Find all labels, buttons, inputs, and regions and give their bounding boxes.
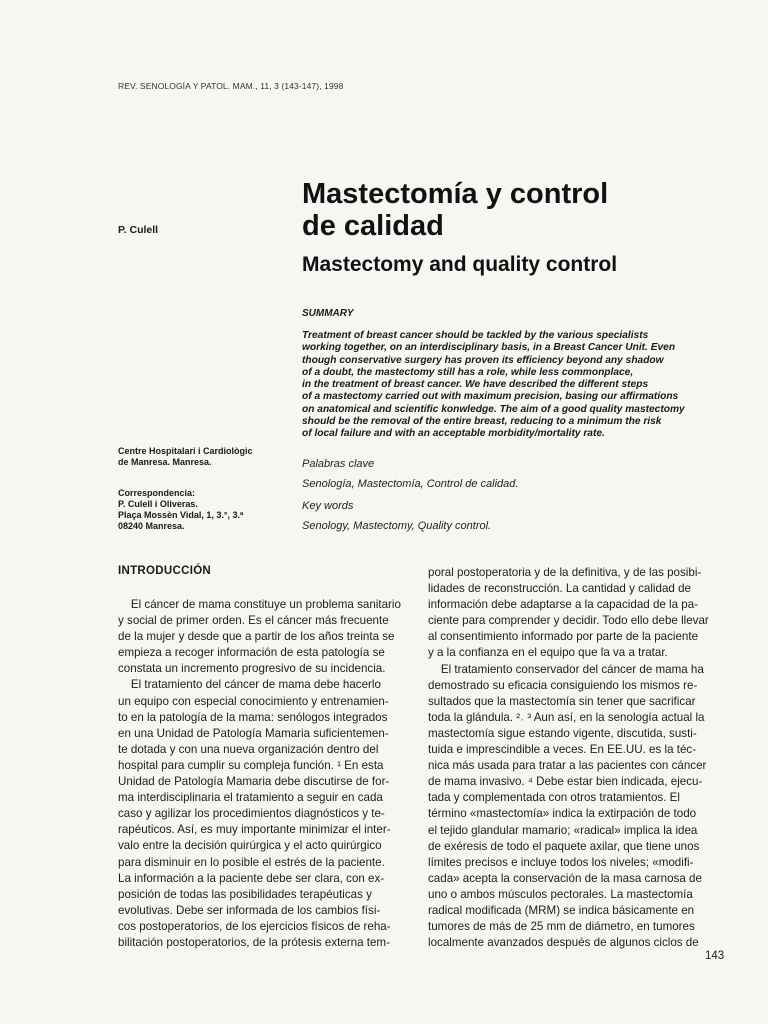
body-line: demostrado su eficacia consiguiendo los mismos re- [428, 678, 698, 692]
body-line: bilitación postoperatorios, de la prótesis externa tem- [118, 935, 390, 949]
body-line: uno o ambos músculos pectorales. La mastectomía [428, 887, 693, 901]
body-line: sultados que la mastectomía sin tener que sacrificar [428, 694, 696, 708]
summary-abstract [302, 330, 742, 441]
body-line: toda la glándula. ²˒ ³ Aun así, en la senología actual la [428, 710, 705, 724]
body-column-right [428, 565, 728, 951]
correspondence-line: P. Culell i Oliveras. [118, 499, 198, 509]
summary-line: working together, on an interdisciplinary basis, in a Breast Cancer Unit. Even [302, 342, 676, 354]
page-number: 143 [705, 950, 725, 962]
summary-line: of a mastectomy carried out with maximum precision, basing our affirmations [302, 391, 679, 403]
body-line: ciente para comprender y decidir. Todo ello debe llevar [428, 614, 709, 628]
body-line: límites precisos e incluye todos los niveles; «modifi- [428, 855, 694, 869]
summary-line: of a doubt, the mastectomy still has a role, while less commonplace, [302, 366, 634, 378]
body-line: localmente avanzados después de algunos ciclos de [428, 936, 699, 950]
body-line: ma interdisciplinaria el tratamiento a seguir en cada [118, 791, 383, 805]
body-line: empieza a recoger información de esta patología se [118, 646, 385, 660]
summary-line: in the treatment of breast cancer. We have described the different steps [302, 379, 649, 391]
journal-reference: REV. SENOLOGÍA Y PATOL. MAM., 11, 3 (143-147), 1998 [118, 81, 344, 91]
body-line: en una Unidad de Patología Mamaria suficientemen- [118, 726, 389, 740]
correspondence-line: 08240 Manresa. [118, 521, 185, 531]
body-line: para disminuir en lo posible el estrés de la paciente. [118, 855, 385, 869]
affiliation-line: Centre Hospitalari i Cardiològic [118, 446, 253, 456]
body-line: te dotada y con una nueva organización dentro del [118, 742, 379, 756]
body-line: evolutivas. Debe ser informada de los cambios físi- [118, 903, 381, 917]
body-line: radical modificada (MRM) se indica básicamente en [428, 903, 695, 917]
body-line: tumores de más de 25 mm de diámetro, en tumores [428, 920, 695, 934]
title-spanish [302, 178, 722, 242]
summary-line: though conservative surgery has proven its efficiency beyond any shadow [302, 354, 664, 366]
body-line: de la mujer y desde que a partir de los años treinta se [118, 630, 395, 644]
body-line: rapéuticos. Así, es muy importante minimizar el inter- [118, 823, 391, 837]
body-line: constata un incremento progresivo de su incidencia. [118, 662, 386, 676]
body-line: poral postoperatoria y de la definitiva, y de las posibi- [428, 566, 702, 579]
body-line: cada» acepta la conservación de la masa carnosa de [428, 871, 702, 885]
summary-line: Treatment of breast cancer should be tackled by the various specialists [302, 330, 649, 341]
keywords-es-values: Senología, Mastectomía, Control de calidad. [302, 478, 519, 490]
summary-heading: SUMMARY [302, 308, 354, 319]
keywords-en-values: Senology, Mastectomy, Quality control. [302, 520, 492, 532]
body-line: término «mastectomía» indica la extirpación de todo [428, 807, 697, 821]
body-line: tuida e imprescindible a veces. En EE.UU. es la téc- [428, 743, 697, 757]
title-spanish-line-1: Mastectomía y control [302, 178, 609, 210]
body-line: caso y agilizar los procedimientos diagnósticos y te- [118, 807, 385, 821]
body-line: y a la confianza en el equipo que la va a tratar. [428, 646, 668, 660]
body-line: cos postoperatorios, de los ejercicios físicos de reha- [118, 919, 391, 933]
author-affiliation [118, 446, 253, 468]
keywords-es-label: Palabras clave [302, 458, 375, 470]
body-line: de mama invasivo. ⁴ Debe estar bien indicada, ejecu- [428, 775, 703, 789]
body-line: tada y complementada con otros tratamientos. El [428, 791, 680, 805]
summary-line: should be the removal of the entire breast, reducing to a minimum the risk [302, 416, 662, 428]
summary-line: of local failure and with an acceptable morbidity/mortality rate. [302, 428, 605, 440]
body-line: mastectomía sigue estando vigente, discutida, susti- [428, 726, 697, 740]
keywords-en-label: Key words [302, 500, 354, 512]
title-spanish-line-2: de calidad [302, 210, 444, 242]
body-line: La información a la paciente debe ser clara, con ex- [118, 871, 385, 885]
body-line: posición de todas las posibilidades terapéuticas y [118, 887, 372, 901]
body-line: un equipo con especial conocimiento y entrenamien- [118, 694, 389, 708]
body-line: to en la patología de la mama: senólogos integrados [118, 710, 388, 724]
body-line: El cáncer de mama constituye un problema sanitario [118, 598, 401, 611]
correspondence-block [118, 488, 243, 532]
affiliation-line: de Manresa. Manresa. [118, 457, 212, 467]
body-line: nica más usada para tratar a las pacientes con cáncer [428, 759, 707, 773]
body-column-left [118, 597, 408, 951]
body-line: al consentimiento informado por parte de la paciente [428, 630, 699, 644]
body-line: de exéresis de todo el paquete axilar, que tiene unos [428, 839, 700, 853]
title-english: Mastectomy and quality control [302, 253, 618, 276]
body-line: hospital para cumplir su compleja función. ¹ En esta [118, 758, 384, 772]
body-line: Unidad de Patología Mamaria debe discutirse de for- [118, 775, 390, 789]
body-line: y social de primer orden. Es el cáncer más frecuente [118, 614, 389, 628]
author-name: P. Culell [118, 224, 159, 236]
summary-line: on anatomical and scientific konwledge. The aim of a good quality mastectomy [302, 403, 685, 415]
body-line: lidades de reconstrucción. La cantidad y calidad de [428, 582, 691, 596]
body-line: El tratamiento conservador del cáncer de mama ha [428, 662, 704, 676]
body-line: El tratamiento del cáncer de mama debe hacerlo [118, 678, 381, 692]
correspondence-line: Plaça Mossèn Vidal, 1, 3.°, 3.ª [118, 510, 244, 520]
body-line: el tejido glandular mamario; «radical» implica la idea [428, 823, 698, 837]
correspondence-line: Correspondencia: [118, 488, 196, 498]
body-line: valo entre la decisión quirúrgica y el acto quirúrgico [118, 839, 382, 853]
section-heading-introduccion: INTRODUCCIÓN [118, 565, 212, 577]
body-line: información debe adaptarse a la capacidad de la pa- [428, 598, 699, 612]
